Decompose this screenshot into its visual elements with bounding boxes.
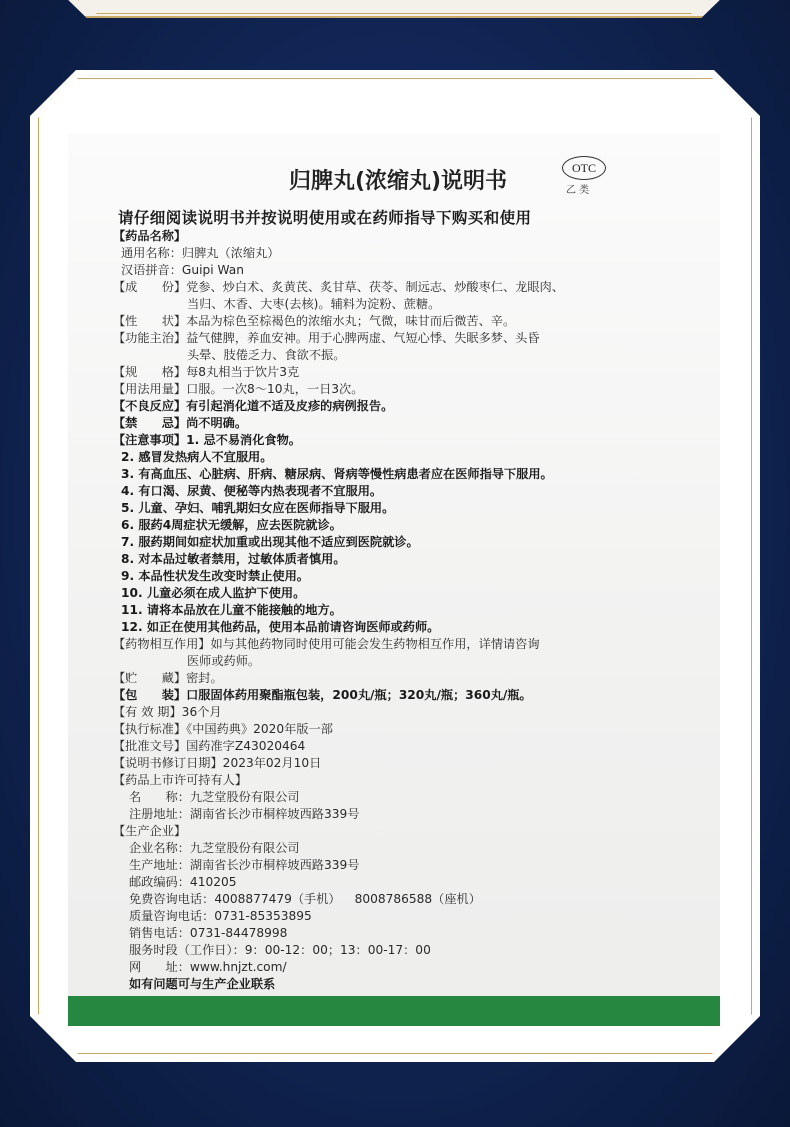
holder-name-line: 名 称：九芝堂股份有限公司 xyxy=(129,790,300,804)
section-packaging: 【包 装】口服固体药用聚酯瓶包装，200丸/瓶；320丸/瓶；360丸/瓶。 xyxy=(113,688,532,702)
service-hours-line: 服务时段（工作日）：9：00-12：00；13：00-17：00 xyxy=(129,943,431,957)
section-storage: 【贮 藏】密封。 xyxy=(113,671,223,685)
otc-class-label: 乙 类 xyxy=(566,185,590,196)
instruction-leaflet xyxy=(68,134,720,1026)
section-dosage: 【用法用量】口服。一次8～10丸，一日3次。 xyxy=(113,382,364,396)
leaflet-subtitle: 请仔细阅读说明书并按说明使用或在药师指导下购买和使用 xyxy=(118,209,532,227)
website-line: 网 址：www.hnjzt.com/ xyxy=(129,960,287,974)
section-manufacturer: 【生产企业】 xyxy=(113,824,187,838)
section-approval-number: 【批准文号】国药准字Z43020464 xyxy=(113,739,306,753)
section-standard: 【执行标准】《中国药典》2020年版一部 xyxy=(113,722,333,736)
sales-phone-line: 销售电话：0731-84478998 xyxy=(129,926,288,940)
section-ingredients: 【成 份】党参、炒白术、炙黄芪、炙甘草、茯苓、制远志、炒酸枣仁、龙眼肉、 xyxy=(113,280,564,294)
precaution-item: 2. 感冒发热病人不宜服用。 xyxy=(121,450,273,464)
contact-note: 如有问题可与生产企业联系 xyxy=(129,977,276,991)
precaution-item: 7. 服药期间如症状加重或出现其他不适应到医院就诊。 xyxy=(121,535,419,549)
section-drug-name: 【药品名称】 xyxy=(113,229,187,243)
precaution-item: 3. 有高血压、心脏病、肝病、糖尿病、肾病等慢性病患者应在医师指导下服用。 xyxy=(121,467,553,481)
precaution-item: 11. 请将本品放在儿童不能接触的地方。 xyxy=(121,603,342,617)
precaution-item: 4. 有口渴、尿黄、便秘等内热表现者不宜服用。 xyxy=(121,484,383,498)
leaflet-title: 归脾丸(浓缩丸)说明书 xyxy=(288,169,508,194)
section-license-holder: 【药品上市许可持有人】 xyxy=(113,773,248,787)
section-shelf-life: 【有 效 期】36个月 xyxy=(113,705,222,719)
section-drug-interactions: 【药物相互作用】如与其他药物同时使用可能会发生药物相互作用，详情请咨询 xyxy=(113,637,540,651)
hotline-line xyxy=(113,891,713,908)
holder-address-line: 注册地址：湖南省长沙市桐梓坡西路339号 xyxy=(129,807,360,821)
pinyin-line: 汉语拼音：Guipi Wan xyxy=(121,263,244,277)
section-contraindications: 【禁 忌】尚不明确。 xyxy=(113,416,248,430)
precaution-item: 6. 服药4周症状无缓解，应去医院就诊。 xyxy=(121,518,342,532)
precaution-item: 10. 儿童必须在成人监护下使用。 xyxy=(121,586,306,600)
green-footer-band xyxy=(68,996,720,1026)
hotline-mobile: 4008877479（手机） xyxy=(214,892,341,906)
manufacturer-address-line: 生产地址：湖南省长沙市桐梓坡西路339号 xyxy=(129,858,360,872)
indications-continued: 头晕、肢倦乏力、食欲不振。 xyxy=(187,348,346,362)
interactions-continued: 医师或药师。 xyxy=(187,654,261,668)
section-appearance: 【性 状】本品为棕色至棕褐色的浓缩水丸；气微，味甘而后微苦、辛。 xyxy=(113,314,516,328)
ingredients-continued: 当归、木香、大枣(去核)。辅料为淀粉、蔗糖。 xyxy=(187,297,441,311)
top-card-border xyxy=(78,0,710,14)
section-precautions: 【注意事项】1. 忌不易消化食物。 xyxy=(113,433,301,447)
section-revision-date: 【说明书修订日期】2023年02月10日 xyxy=(113,756,322,770)
hotline-landline: 8008786588（座机） xyxy=(354,892,481,906)
precaution-item: 12. 如正在使用其他药品，使用本品前请咨询医师或药师。 xyxy=(121,620,440,634)
quality-phone-line: 质量咨询电话：0731-85353895 xyxy=(129,909,312,923)
section-specification: 【规 格】每8丸相当于饮片3克 xyxy=(113,365,300,379)
precaution-item: 5. 儿童、孕妇、哺乳期妇女应在医师指导下服用。 xyxy=(121,501,395,515)
hotline-label: 免费咨询电话： xyxy=(129,892,215,906)
otc-badge: OTC xyxy=(562,156,606,180)
section-adverse-reactions: 【不良反应】有引起消化道不适及皮疹的病例报告。 xyxy=(113,399,394,413)
precaution-item: 8. 对本品过敏者禁用，过敏体质者慎用。 xyxy=(121,552,346,566)
generic-name-line: 通用名称：归脾丸（浓缩丸） xyxy=(121,246,280,260)
section-indications: 【功能主治】益气健脾，养血安神。用于心脾两虚、气短心悸、失眠多梦、头昏 xyxy=(113,331,540,345)
manufacturer-name-line: 企业名称：九芝堂股份有限公司 xyxy=(129,841,300,855)
leaflet-body xyxy=(113,228,713,993)
precaution-item: 9. 本品性状发生改变时禁止使用。 xyxy=(121,569,309,583)
postal-code-line: 邮政编码：410205 xyxy=(129,875,237,889)
